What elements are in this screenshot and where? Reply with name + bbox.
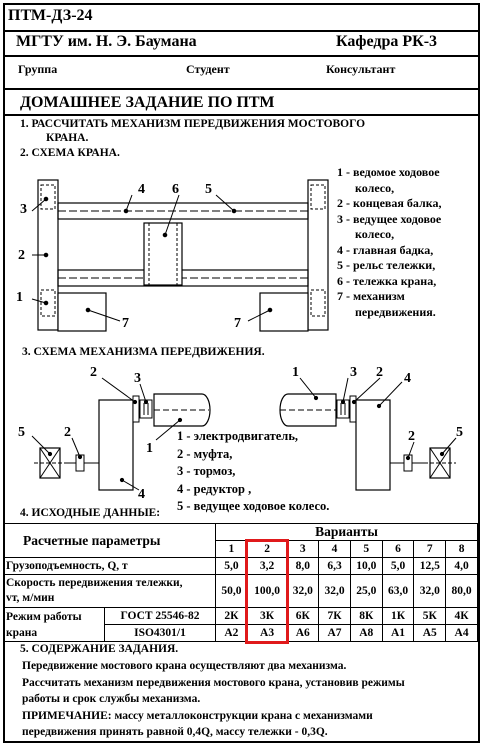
parameters-table [4, 523, 478, 642]
legend-item: колесо, [355, 227, 395, 241]
legend-item: колесо, [355, 180, 395, 195]
mode-label-line: крана [6, 626, 38, 639]
legend-item: 7 - механизм [337, 289, 405, 303]
table-cell: 32,0 [287, 575, 319, 608]
speed-label [5, 575, 216, 608]
table-cell: А8 [350, 625, 382, 642]
table-row [5, 608, 478, 625]
table-cell: 50,0 [216, 575, 248, 608]
callout-label: 3 [134, 371, 141, 386]
divider [3, 55, 480, 57]
callout-label: 2 [408, 429, 415, 444]
table-cell: 6К [287, 608, 319, 625]
table-cell: 6,3 [319, 558, 351, 575]
callout-label: 5 [205, 182, 212, 197]
callout-label: 1 [292, 365, 299, 380]
callout-label: 1 [146, 441, 153, 456]
callout-label: 4 [404, 371, 411, 386]
callout-label: 4 [138, 182, 145, 197]
legend-item: передвижения. [355, 304, 436, 319]
divider [3, 114, 480, 116]
university-name: МГТУ им. Н. Э. Баумана [16, 33, 197, 50]
content-line: работы и срок службы механизма. [22, 693, 201, 705]
variant-number: 7 [414, 541, 446, 558]
legend-item: 4 - главная бадка, [337, 242, 434, 257]
callout-label: 2 [64, 425, 71, 440]
speed-label-line: Скорость передвижения тележки, [6, 577, 183, 589]
variant-number: 2 [247, 541, 287, 558]
table-cell: 100,0 [247, 575, 287, 608]
variant-number: 6 [382, 541, 414, 558]
coupling-right [350, 396, 356, 422]
callout-label: 1 [16, 290, 23, 305]
content-line: Рассчитать механизм передвижения мостового крана, установив режимы [22, 676, 405, 689]
variant-number: 3 [287, 541, 319, 558]
variant-number: 8 [446, 541, 478, 558]
table-cell: 4,0 [446, 558, 478, 575]
content-line: передвижения принять равной 0,4Q, массу тележки - 0,3Q. [22, 726, 328, 738]
table-cell: А5 [414, 625, 446, 642]
legend-item: 5 - ведущее ходовое колесо. [177, 499, 330, 513]
table-cell: 3,2 [247, 558, 287, 575]
travel-mechanism-left [58, 293, 106, 331]
table-cell: 2К [216, 608, 248, 625]
table-cell: 1К [382, 608, 414, 625]
callout-label: 5 [456, 425, 463, 440]
section2-heading: 2. СХЕМА КРАНА. [20, 147, 120, 159]
variant-number: 5 [350, 541, 382, 558]
table-cell: А4 [446, 625, 478, 642]
table-cell: А3 [247, 625, 287, 642]
table-cell: 10,0 [350, 558, 382, 575]
doc-code: ПТМ-ДЗ-24 [8, 7, 93, 24]
variant-number: 4 [319, 541, 351, 558]
callout-label: 2 [18, 248, 25, 263]
legend-item: 5 - рельс тележки, [337, 258, 436, 272]
mechanism-legend [177, 428, 329, 516]
mode-label [5, 608, 105, 642]
legend-item: 2 - концевая балка, [337, 196, 442, 210]
content-line: Передвижение мостового крана осуществляют два механизма. [22, 660, 347, 672]
coupling-left [133, 396, 139, 422]
variant-number: 1 [216, 541, 248, 558]
table-cell: 32,0 [414, 575, 446, 608]
legend-item: 3 - ведущее ходовое [337, 211, 442, 226]
callout-label: 5 [18, 425, 25, 440]
variants-header: Варианты [216, 524, 478, 541]
trolley [144, 223, 182, 285]
table-cell: 63,0 [382, 575, 414, 608]
consultant-label: Консультант [326, 62, 396, 76]
legend-item: 4 - редуктор , [177, 481, 252, 496]
legend-item: 2 - муфта, [177, 446, 233, 461]
params-header: Расчетные параметры [5, 524, 216, 558]
table-cell: 7К [319, 608, 351, 625]
divider [3, 88, 480, 90]
section3-heading: 3. СХЕМА МЕХАНИЗМА ПЕРЕДВИЖЕНИЯ. [22, 346, 265, 358]
table-cell: А1 [382, 625, 414, 642]
crane-legend [337, 165, 441, 320]
legend-item: 3 - тормоз, [177, 464, 236, 478]
divider [3, 30, 480, 32]
table-row [5, 575, 478, 608]
page-title: ДОМАШНЕЕ ЗАДАНИЕ ПО ПТМ [20, 94, 275, 111]
travel-mechanism-right [260, 293, 308, 331]
gearbox-right [356, 400, 390, 490]
crane-scheme-diagram [8, 165, 338, 340]
task-content [22, 658, 405, 741]
callout-label: 3 [20, 202, 27, 217]
callout-label: 3 [350, 365, 357, 380]
table-cell: 8К [350, 608, 382, 625]
section4-heading: 4. ИСХОДНЫЕ ДАННЫЕ: [20, 507, 161, 519]
callout-label: 2 [90, 365, 97, 380]
gost-label: ГОСТ 25546-82 [105, 608, 216, 625]
task1-text-cont: КРАНА. [46, 132, 89, 144]
table-row [5, 558, 478, 575]
mode-label-line: Режим работы [6, 610, 82, 623]
callout-label: 6 [172, 182, 179, 197]
table-cell: 4К [446, 608, 478, 625]
legend-item: 6 - тележка крана, [337, 273, 437, 288]
table-cell: 5,0 [382, 558, 414, 575]
table-cell: 8,0 [287, 558, 319, 575]
table-cell: А2 [216, 625, 248, 642]
content-line: ПРИМЕЧАНИЕ: массу металлоконструкции крана с механизмами [22, 709, 373, 722]
legend-item: 1 - ведомое ходовое [337, 165, 440, 179]
department-name: Кафедра РК-3 [336, 33, 438, 50]
table-cell: 32,0 [319, 575, 351, 608]
callout-label: 4 [138, 487, 145, 502]
legend-item: 1 - электродвигатель, [177, 429, 299, 443]
callout-label: 2 [376, 365, 383, 380]
table-cell: 25,0 [350, 575, 382, 608]
callout-label: 7 [122, 316, 129, 331]
section5-heading: 5. СОДЕРЖАНИЕ ЗАДАНИЯ. [20, 643, 179, 655]
table-cell: 5К [414, 608, 446, 625]
callout-label: 7 [234, 316, 241, 331]
gearbox-left [99, 400, 133, 490]
speed-label-line: vт, м/мин [6, 592, 55, 604]
iso-label: ISO4301/1 [105, 625, 216, 642]
table-cell: 3К [247, 608, 287, 625]
table-cell: 5,0 [216, 558, 248, 575]
table-cell: 80,0 [446, 575, 478, 608]
task1-text: 1. РАССЧИТАТЬ МЕХАНИЗМ ПЕРЕДВИЖЕНИЯ МОСТОВОГО [20, 118, 366, 130]
table-cell: 12,5 [414, 558, 446, 575]
student-label: Студент [186, 62, 230, 76]
load-label: Грузоподъемность, Q, т [5, 558, 216, 575]
table-cell: А7 [319, 625, 351, 642]
group-label: Группа [18, 62, 58, 76]
table-cell: А6 [287, 625, 319, 642]
